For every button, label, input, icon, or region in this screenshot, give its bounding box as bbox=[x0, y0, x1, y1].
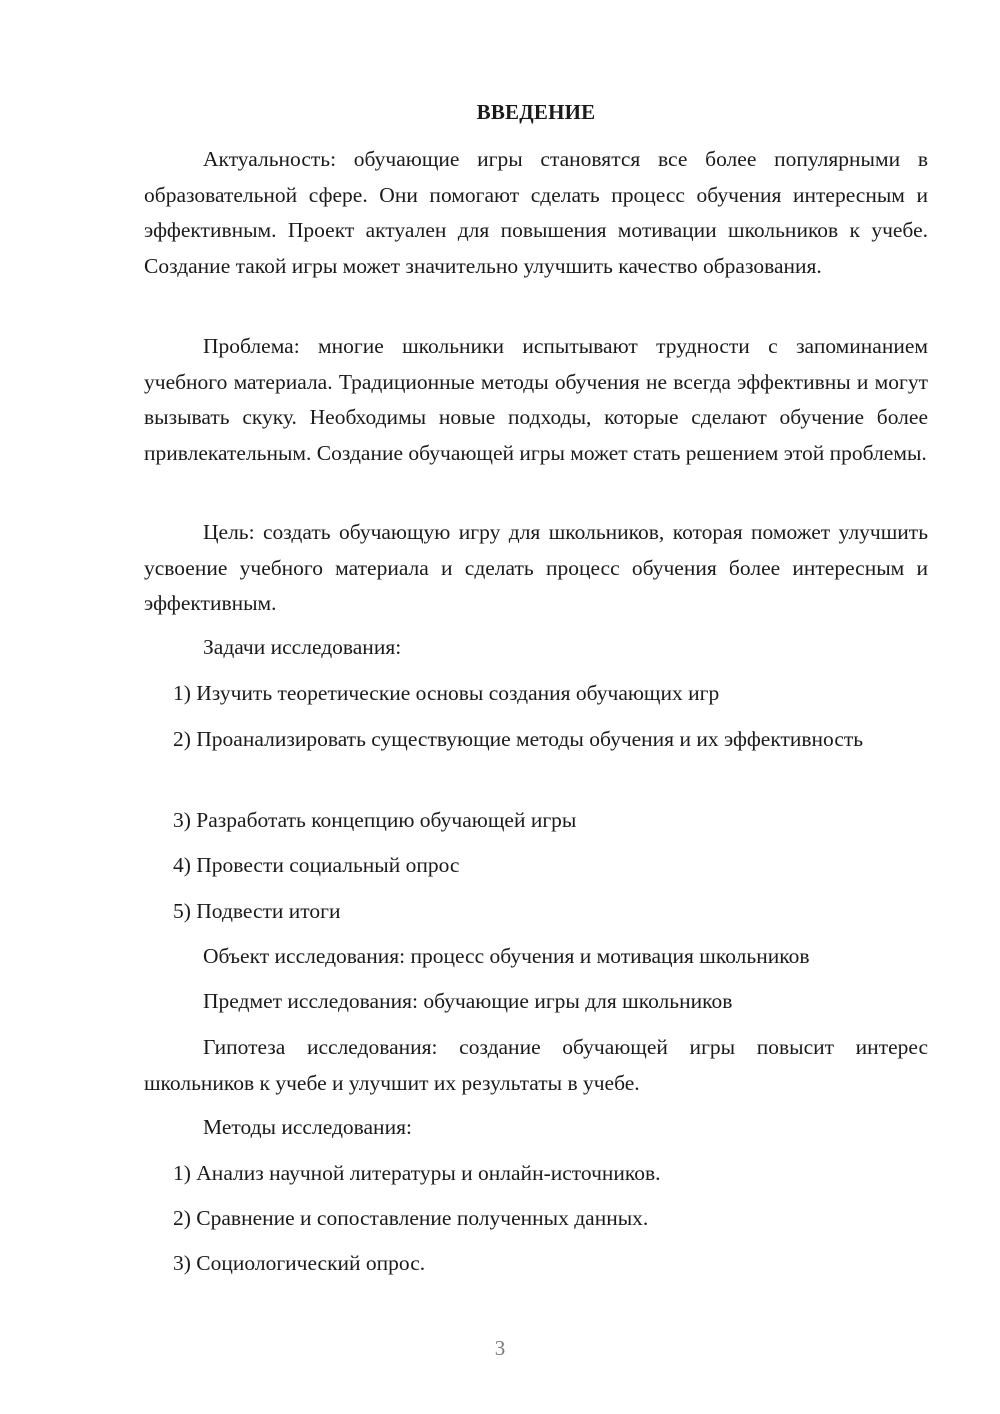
task-item: 3) Разработать концепцию обучающей игры bbox=[173, 808, 577, 832]
hypothesis-paragraph: Гипотеза исследования: создание обучающей игры повысит интерес школьников к учебе и улучшит их результаты в учебе. bbox=[144, 1035, 928, 1095]
method-item: 1) Анализ научной литературы и онлайн-источников. bbox=[173, 1161, 661, 1185]
subject-paragraph: Предмет исследования: обучающие игры для школьников bbox=[203, 989, 733, 1013]
method-item: 2) Сравнение и сопоставление полученных данных. bbox=[173, 1206, 649, 1230]
problem-paragraph: Проблема: многие школьники испытывают трудности с запоминанием учебного материала. Традиционные методы обучения не всегда эффективны и могут вызывать скуку. Необходимы новые подходы, которые сделают обучение более привлекательным. Создание обучающей игры может стать решением этой проблемы. bbox=[144, 334, 928, 465]
relevance-paragraph: Актуальность: обучающие игры становятся все более популярными в образовательной сфере. Они помогают сделать процесс обучения интересным и эффективным. Проект актуален для повышения мотивации школьников к учебе. Создание такой игры может значительно улучшить качество образования. bbox=[144, 147, 928, 278]
method-item: 3) Социологический опрос. bbox=[173, 1251, 426, 1275]
methods-heading: Методы исследования: bbox=[203, 1115, 412, 1139]
document-page bbox=[144, 0, 928, 1414]
page-title: ВВЕДЕНИЕ bbox=[476, 100, 596, 124]
task-item: 1) Изучить теоретические основы создания обучающих игр bbox=[173, 681, 720, 705]
task-item: 4) Провести социальный опрос bbox=[173, 853, 460, 877]
task-item: 2) Проанализировать существующие методы обучения и их эффективность bbox=[173, 727, 864, 751]
page-number: 3 bbox=[494, 1336, 506, 1360]
goal-paragraph: Цель: создать обучающую игру для школьников, которая поможет улучшить усвоение учебного материала и сделать процесс обучения более интересным и эффективным. bbox=[144, 520, 928, 615]
tasks-heading: Задачи исследования: bbox=[203, 635, 402, 659]
task-item: 5) Подвести итоги bbox=[173, 899, 341, 923]
object-paragraph: Объект исследования: процесс обучения и мотивация школьников bbox=[203, 944, 810, 968]
